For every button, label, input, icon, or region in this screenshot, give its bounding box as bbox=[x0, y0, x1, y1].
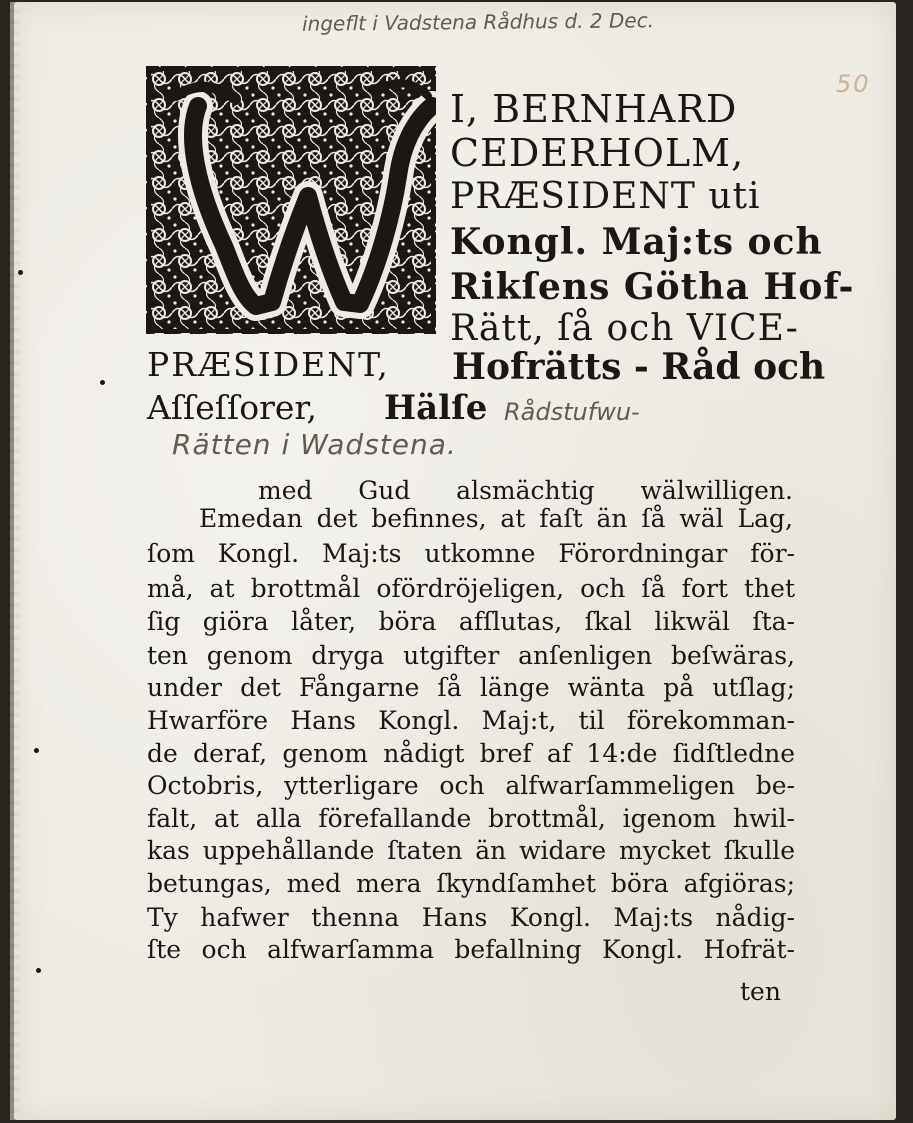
handwritten-addressee-2: Rätten i Wadstena. bbox=[172, 428, 457, 461]
margin-dot bbox=[100, 380, 105, 385]
body-line-13: Ty hafwer thenna Hans Kongl. Maj:ts nådig- bbox=[147, 903, 795, 932]
deckled-edge bbox=[10, 2, 20, 1120]
heading-line-8-right: Hälſe bbox=[384, 388, 488, 428]
catchword: ten bbox=[740, 977, 781, 1006]
handwritten-addressee-1: Rådstufwu- bbox=[504, 398, 640, 426]
document-page bbox=[14, 2, 896, 1120]
decorated-initial-w-icon bbox=[146, 66, 436, 334]
heading-line-4: Kongl. Maj:ts och bbox=[450, 221, 823, 263]
body-line-6: under det Fångarne ſå länge wänta på utſlag; bbox=[147, 673, 795, 702]
body-line-14: ſte och alfwarſamma befallning Kongl. Hofrät- bbox=[147, 935, 795, 964]
heading-line-7-left: PRÆSIDENT, bbox=[147, 345, 390, 384]
body-line-11: kas uppehållande ſtaten än widare mycket ſkulle bbox=[147, 836, 795, 865]
handwritten-page-number: 50 bbox=[836, 70, 871, 98]
margin-dot bbox=[34, 748, 39, 753]
body-line-1: Emedan det befinnes, at faſt än ſå wäl Lag, bbox=[199, 504, 793, 533]
heading-line-1: I, BERNHARD bbox=[450, 87, 738, 131]
body-line-5: ten genom dryga utgifter anſenligen beſwäras, bbox=[147, 641, 795, 670]
margin-dot bbox=[18, 270, 23, 275]
greeting-line: med Gud alsmächtig wälwilligen. bbox=[258, 476, 793, 505]
heading-line-2: CEDERHOLM, bbox=[450, 131, 745, 175]
body-line-4: ſig giöra låter, böra afſlutas, ſkal likwäl ſta- bbox=[147, 607, 795, 636]
body-line-8: de deraf, genom nådigt bref af 14:de ſidſtledne bbox=[147, 739, 795, 768]
heading-line-3: PRÆSIDENT uti bbox=[450, 176, 761, 217]
body-line-3: må, at brottmål ofördröjeligen, och ſå fort thet bbox=[147, 574, 795, 603]
heading-line-6: Rätt, ſå och VICE- bbox=[450, 308, 799, 349]
body-line-9: Octobris, ytterligare och alfwarſammeligen be- bbox=[147, 771, 795, 800]
body-line-2: ſom Kongl. Maj:ts utkomne Förordningar för- bbox=[147, 539, 795, 568]
heading-line-8-left: Aſſeſſorer, bbox=[147, 388, 318, 427]
body-line-12: betungas, med mera ſkyndſamhet böra afgiöras; bbox=[147, 869, 795, 898]
body-line-10: falt, at alla förefallande brottmål, igenom hwil- bbox=[147, 804, 795, 833]
handwritten-header: ingeflt i Vadstena Rådhus d. 2 Dec. bbox=[301, 8, 655, 36]
body-line-7: Hwarföre Hans Kongl. Maj:t, til förekomman- bbox=[147, 706, 795, 735]
heading-line-7-right: Hofrätts - Råd och bbox=[452, 346, 826, 388]
margin-dot bbox=[36, 968, 41, 973]
heading-line-5: Rikſens Götha Hof- bbox=[450, 266, 855, 308]
